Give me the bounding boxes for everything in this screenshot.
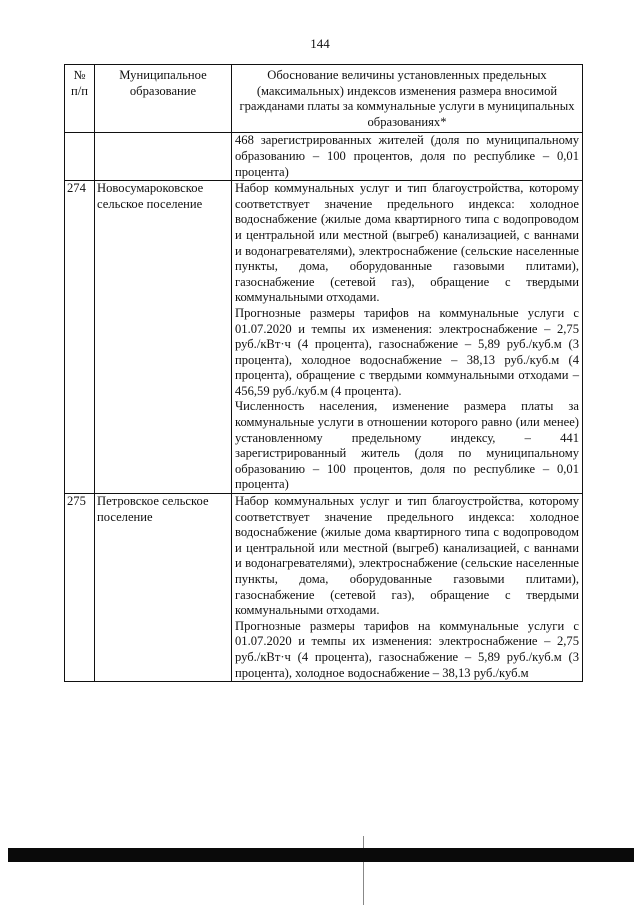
municipality-name: Петровское сельское поселение	[95, 494, 232, 682]
scan-artifact-line	[363, 836, 364, 905]
paragraph-services: Набор коммунальных услуг и тип благоустройства, которому соответствует значение предельного индекса: холодное водоснабжение (жилые дома квартирного типа с водопроводом и центральной или местной (выгреб) канализацией, с ваннами и водонагревателями), электроснабжение (сельские населенные пункты, дома, оборудованные газовыми плитами), газоснабжение (сетевой газ), обращение с твердыми коммунальными отходами.	[235, 494, 579, 618]
paragraph-services: Набор коммунальных услуг и тип благоустройства, которому соответствует значение предельного индекса: холодное водоснабжение (жилые дома квартирного типа с водопроводом и центральной или местной (выгреб) канализацией, с ваннами и водонагревателями), электроснабжение (сельские населенные пункты, дома, оборудованные газовыми плитами), газоснабжение (сетевой газ), обращение с твердыми коммунальными отходами.	[235, 181, 579, 305]
header-municipality: Муниципальное образование	[95, 65, 232, 133]
header-justification: Обоснование величины установленных предельных (максимальных) индексов изменения размера вносимой гражданами платы за коммунальные услуги в муниципальных образованиях*	[232, 65, 583, 133]
cell-empty-num	[65, 133, 95, 181]
paragraph-tariffs: Прогнозные размеры тарифов на коммунальные услуги с 01.07.2020 и темпы их изменения: электроснабжение – 2,75 руб./кВт·ч (4 процента), газоснабжение – 5,89 руб./куб.м (3 процента), холодное водоснабжение – 38,13 руб./куб.м (4 процента), обращение с твердыми коммунальными отходами – 456,59 руб./куб.м (4 процента).	[235, 305, 579, 398]
row-number: 275	[65, 494, 95, 682]
table-row-continuation	[65, 133, 583, 181]
municipality-name: Новосумароковское сельское поселение	[95, 181, 232, 494]
tariff-table	[64, 64, 583, 682]
table-header-row	[65, 65, 583, 133]
paragraph-population: Численность населения, изменение размера платы за коммунальные услуги в отношении которого равно (или менее) установленному предельному индексу, – 441 зарегистрированный житель (доля по муниципальному образованию – 100 процентов, доля по республике – 0,01 процента)	[235, 399, 579, 492]
paragraph-tariffs: Прогнозные размеры тарифов на коммунальные услуги с 01.07.2020 и темпы их изменения: электроснабжение – 2,75 руб./кВт·ч (4 процента), газоснабжение – 5,89 руб./куб.м (3 процента), холодное водоснабжение – 38,13 руб./куб.м	[235, 618, 579, 680]
scan-edge-bar	[8, 848, 634, 862]
header-number: № п/п	[65, 65, 95, 133]
continuation-text: 468 зарегистрированных жителей (доля по муниципальному образованию – 100 процентов, доля по республике – 0,01 процента)	[235, 133, 579, 179]
cell-continuation	[232, 133, 583, 181]
table-row	[65, 494, 583, 682]
justification-cell	[232, 181, 583, 494]
page-number: 144	[310, 36, 330, 51]
justification-cell	[232, 494, 583, 682]
table-row	[65, 181, 583, 494]
row-number: 274	[65, 181, 95, 494]
cell-empty-name	[95, 133, 232, 181]
